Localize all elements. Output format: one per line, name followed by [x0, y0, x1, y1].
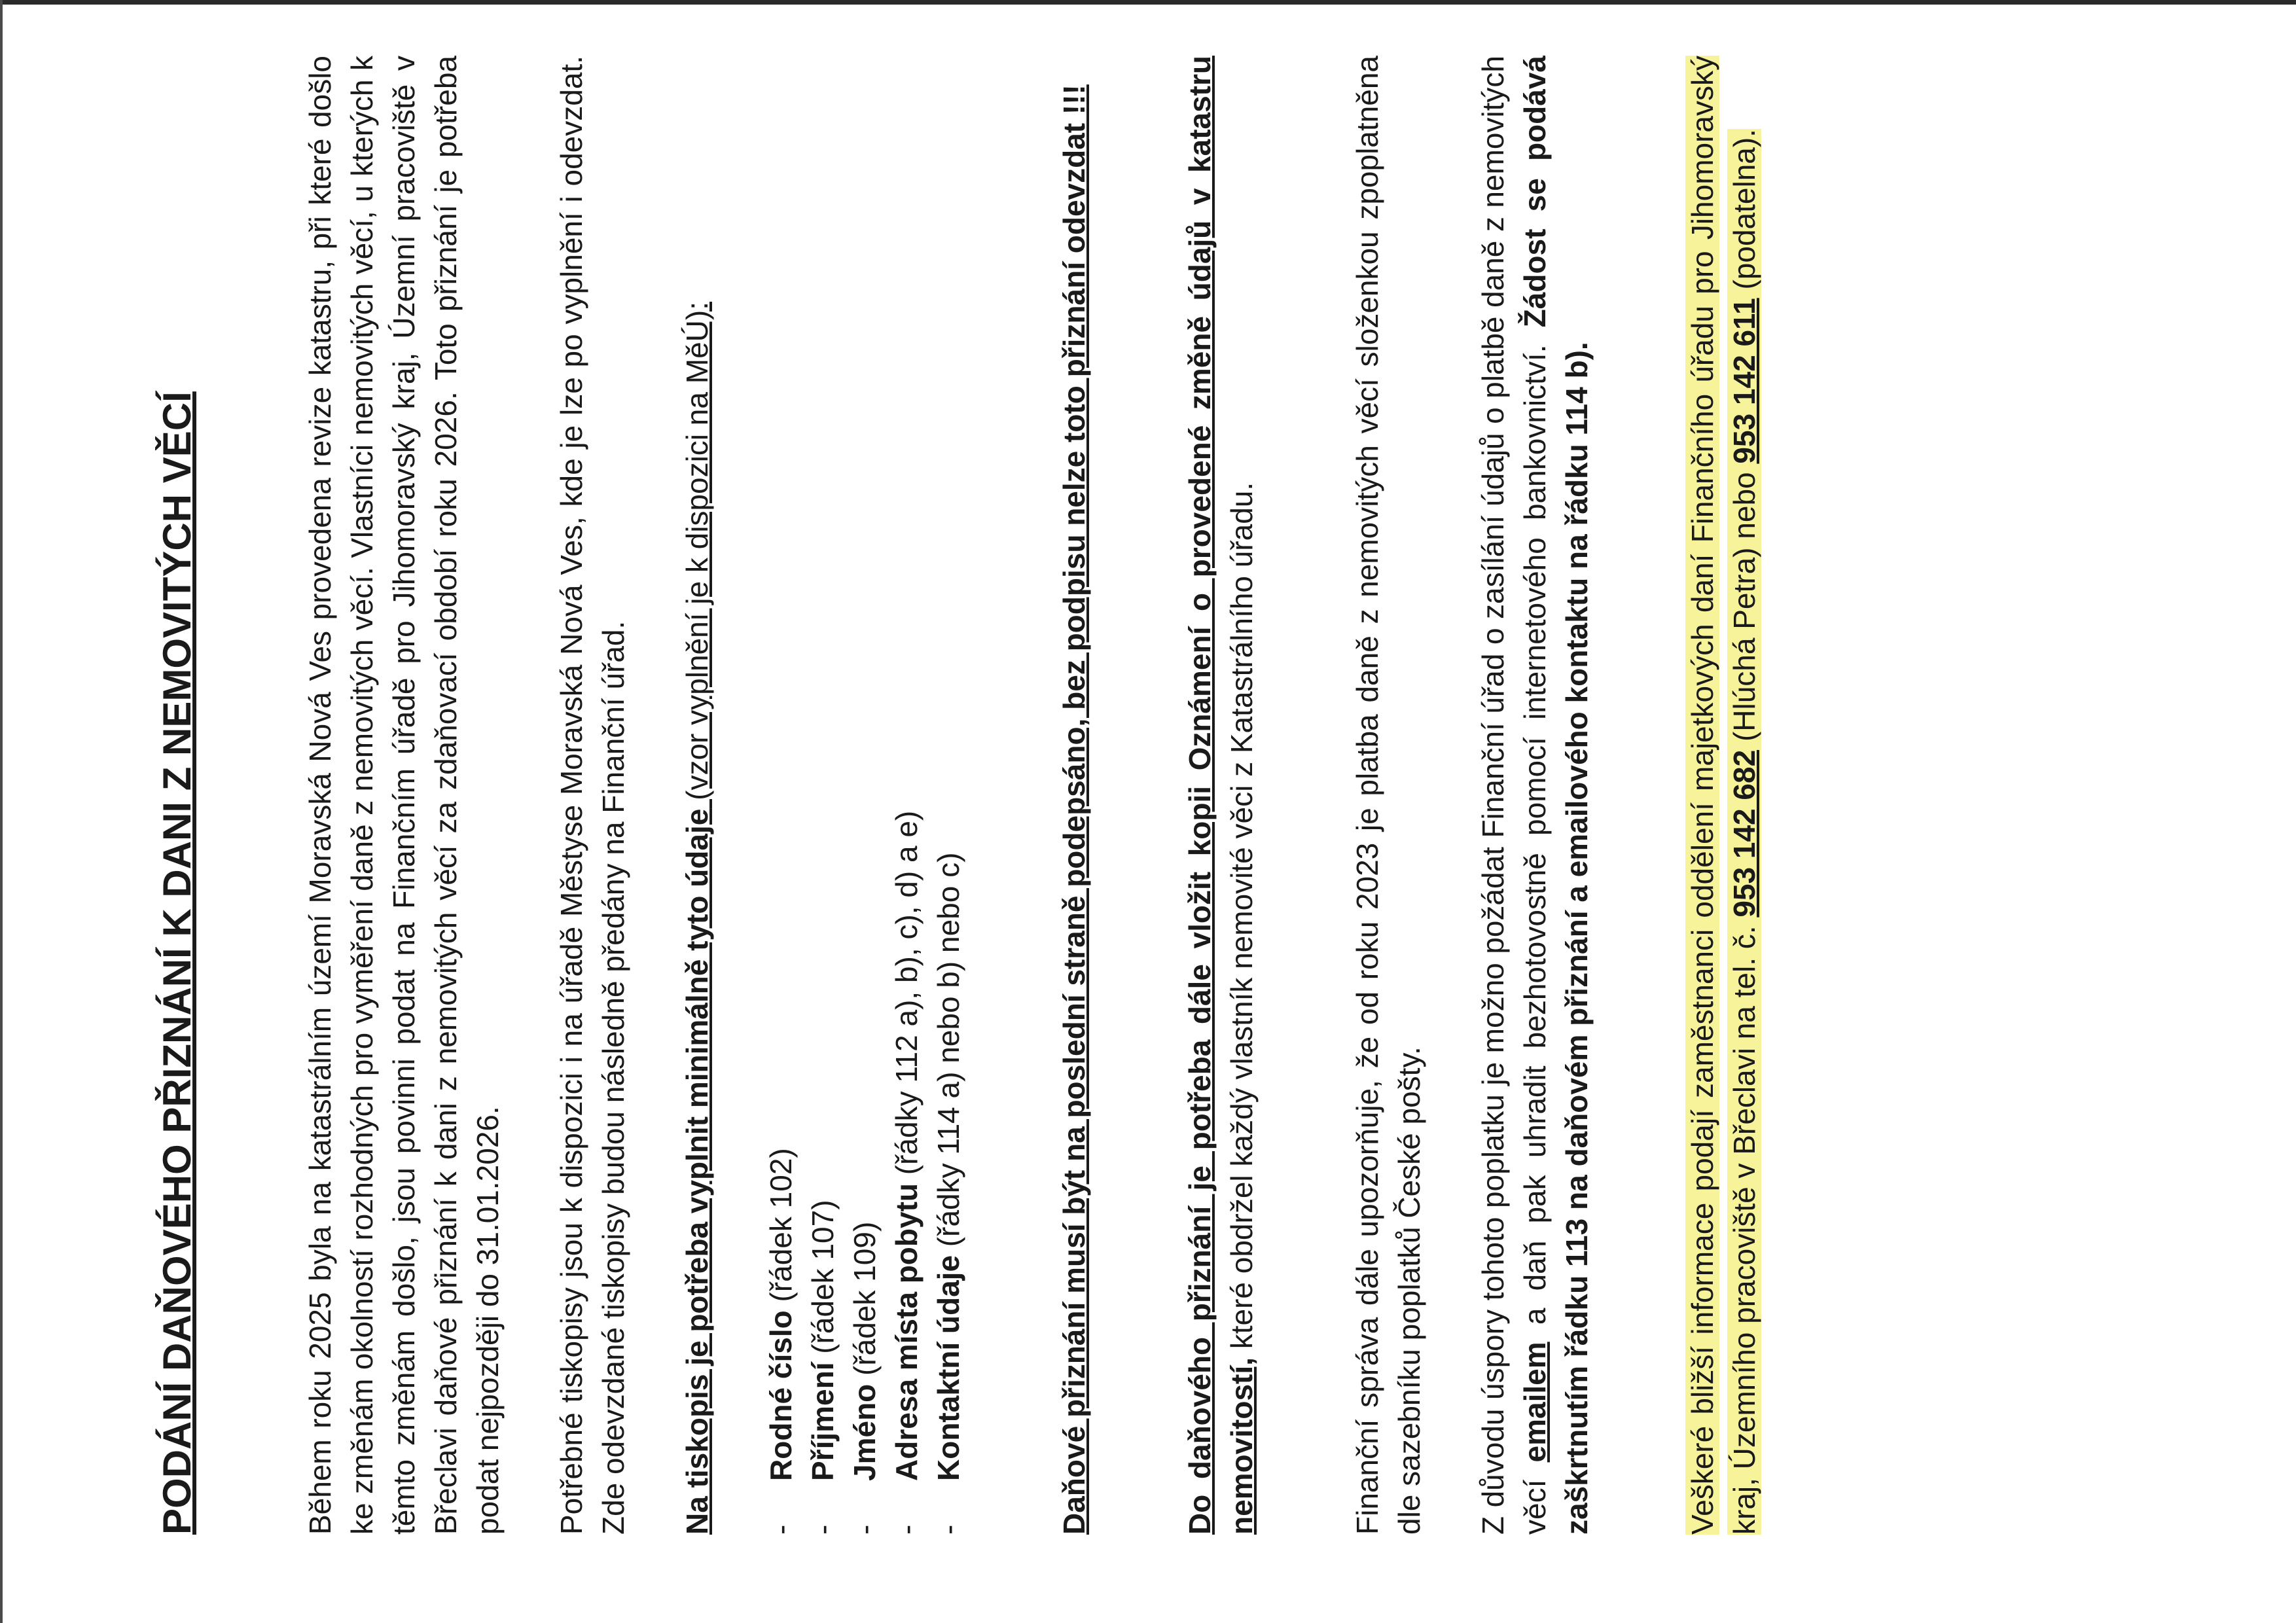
list-dash: -	[806, 1524, 840, 1535]
scan-top-edge	[0, 0, 2296, 5]
required-fields-section	[676, 56, 969, 1535]
email-paragraph-part1: Z důvodu úspory tohoto poplatku je možno požádat Finanční úřad o zasílání údajů o platbě daně z nemovitých věcí	[1476, 56, 1552, 1535]
list-dash: -	[848, 1524, 882, 1535]
item-label: Jméno	[848, 1383, 882, 1481]
email-request-instruction: Žádost se podává zaškrtnutím řádku 113 na daňovém přiznání a emailového kontaktu na řádku 114 b).	[1518, 55, 1594, 1535]
item-detail: (řádky 112 a), b), c), d) a e)	[889, 810, 924, 1183]
item-label: Příjmení	[806, 1362, 840, 1481]
contact-part3: (podatelna).	[1727, 129, 1761, 298]
required-fields-heading	[676, 56, 718, 1535]
document-title: PODÁNÍ DAŇOVÉHO PŘIZNÁNÍ K DANI Z NEMOVITÝCH VĚCÍ	[155, 391, 199, 1535]
paragraph-postal-fee: Finanční správa dále upozorňuje, že od roku 2023 je platba daně z nemovitých věcí složenkou zpoplatněna dle sazebníku poplatků České pošty.	[1350, 56, 1426, 1535]
cadastre-notice	[1179, 56, 1263, 1535]
item-detail: (řádek 109)	[848, 1221, 882, 1384]
paragraph-forms: Potřebné tiskopisy jsou k dispozici i na úřadě Městyse Moravská Nová Ves, kde je lze po vyplnění i odevzdat. Zde odevzdané tiskopisy budou následně předány na Finanční úřad.	[554, 56, 630, 1535]
list-dash: -	[764, 1524, 798, 1535]
list-item	[927, 56, 969, 1535]
list-dash: -	[931, 1524, 965, 1535]
paragraph-revision: Během roku 2025 byla na katastrálním území Moravská Nová Ves provedena revize katastru, při které došlo ke změnám okolností rozhodných pro vyměření daně z nemovitých věcí. Vlastníci nemovitých věcí, u kterých k těmto změnám došlo, jsou povinni podat na Finančním úřadě pro Jihomoravský kraj, Územní pracoviště v Břeclavi daňové přiznání k dani z nemovitých věcí za zdaňovací období roku 2026. Toto přiznání je potřeba podat nejpozději do 31.01.2026.	[303, 56, 505, 1535]
contact-part1: Veškeré bližší informace podají zaměstnanci oddělení majetkových daní Finančního úřadu pro Jihomoravský kraj, Územního pracoviště v Břeclavi na tel. č.	[1685, 56, 1761, 1535]
contact-part2: (Hlúchá Petra) nebo	[1727, 463, 1761, 750]
list-item	[886, 56, 927, 1535]
contact-phone-registry: 953 142 611	[1727, 298, 1761, 464]
list-dash: -	[889, 1524, 924, 1535]
list-item	[760, 56, 802, 1535]
list-item	[802, 56, 844, 1535]
cadastre-notice-rest: které obdržel každý vlastník nemovité věci z Katastrálního úřadu.	[1225, 482, 1259, 1358]
contact-info	[1681, 56, 1765, 1535]
email-keyword: emailem	[1518, 1342, 1552, 1463]
required-heading-note: (vzor vyplnění je k dispozici na MěÚ):	[680, 302, 714, 809]
list-item	[844, 56, 886, 1535]
signature-warning: Daňové přiznání musí být na poslední straně podepsáno, bez podpisu nelze toto přiznání odevzdat !!!	[1057, 84, 1091, 1535]
item-detail: (řádek 107)	[806, 1200, 840, 1363]
required-fields-list	[760, 56, 969, 1535]
required-heading-bold: Na tiskopis je potřeba vyplnit minimálně tyto údaje	[680, 808, 714, 1535]
cadastre-notice-bold: Do daňového přiznání je potřeba dále vložit kopii Oznámení o provedené změně údajů v katastru nemovitostí,	[1183, 56, 1259, 1535]
email-paragraph-part2: a daň pak uhradit bezhotovostně pomocí internetového bankovnictví.	[1518, 327, 1552, 1342]
contact-phone-primary: 953 142 682	[1727, 749, 1761, 918]
item-detail: (řádek 102)	[764, 1148, 798, 1311]
item-label: Adresa místa pobytu	[889, 1183, 924, 1481]
item-label: Kontaktní údaje	[931, 1255, 965, 1481]
paragraph-email-payment	[1472, 56, 1598, 1535]
item-detail: (řádky 114 a) nebo b) nebo c)	[931, 852, 965, 1255]
scan-left-edge	[0, 0, 3, 1623]
item-label: Rodné číslo	[764, 1310, 798, 1481]
document-page	[134, 56, 2268, 1535]
